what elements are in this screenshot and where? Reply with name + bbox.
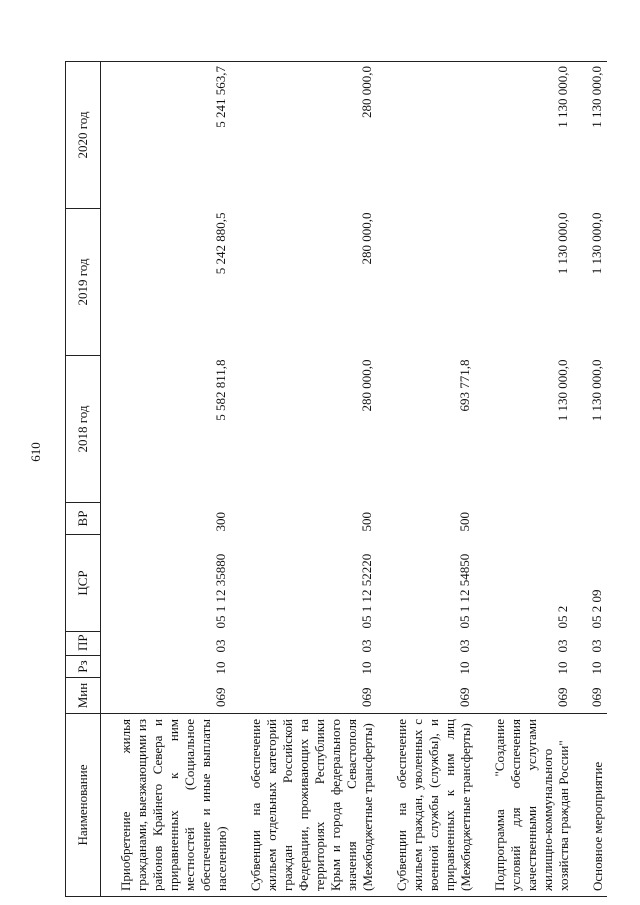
table-spacer (377, 62, 391, 897)
row-csr: 05 1 12 52220 (359, 553, 374, 629)
row-name: Приобретение жилья гражданами, выезжающими из районов Крайнего Севера и приравненных к ним местностей (Социальное обеспечение и иные выплаты населению) (115, 714, 231, 897)
row-vr: 300 (213, 512, 228, 532)
row-2020 (391, 62, 475, 209)
row-name: Субвенции на обеспечение жильем отдельных категорий граждан Российской Федерации, проживающих на территориях Республики Крым и города федерального значения Севастополя (Межбюджетные трансферты) (245, 714, 377, 897)
row-csr: 05 2 (555, 605, 570, 629)
header-2019: 2019 год (66, 209, 101, 356)
table-row (489, 62, 573, 897)
row-name: Субвенции на обеспечение жильем граждан, уволенных с военной службы (службы), и приравненных к ним лиц (Межбюджетные трансферты) (391, 714, 475, 897)
table-row (391, 62, 475, 897)
row-2018: 280 000,0 (359, 359, 374, 412)
row-min: 069 (359, 687, 374, 707)
table-spacer (101, 62, 116, 897)
row-2018: 5 582 811,8 (213, 359, 228, 421)
row-pr: 03 (457, 639, 472, 653)
header-rz: Рз (66, 656, 101, 678)
row-2018: 1 130 000,0 (589, 359, 604, 422)
header-min: Мин (66, 678, 101, 714)
row-vr (587, 503, 607, 535)
row-2020: 5 241 563,7 (115, 62, 231, 209)
row-2019: 5 242 880,5 (213, 212, 228, 275)
row-rz: 10 (457, 661, 472, 675)
header-csr: ЦСР (66, 535, 101, 632)
row-min: 069 (589, 687, 604, 707)
row-2020: 1 130 000,0 (489, 62, 573, 209)
row-2019 (391, 209, 475, 356)
table-spacer (573, 62, 587, 897)
row-csr: 05 2 09 (589, 589, 604, 629)
table-header-row (66, 62, 101, 897)
row-2019: 280 000,0 (359, 212, 374, 265)
row-vr (489, 503, 573, 535)
row-pr: 03 (555, 639, 570, 653)
row-rz: 10 (213, 661, 228, 675)
row-csr: 05 1 12 35880 (213, 553, 228, 629)
header-vr: ВР (66, 503, 101, 535)
row-2018: 1 130 000,0 (555, 359, 570, 422)
row-pr: 03 (359, 639, 374, 653)
header-name: Наименование (66, 714, 101, 897)
header-2020: 2020 год (66, 62, 101, 209)
table-row (245, 62, 377, 897)
table-spacer (475, 62, 489, 897)
row-min: 069 (457, 687, 472, 707)
table-row (587, 62, 607, 897)
row-pr: 03 (589, 639, 604, 653)
row-pr: 03 (213, 639, 228, 653)
row-min: 069 (555, 687, 570, 707)
row-name: Основное мероприятие (587, 714, 607, 897)
row-vr: 500 (457, 512, 472, 532)
table-row (115, 62, 231, 897)
budget-table (65, 61, 607, 897)
header-2018: 2018 год (66, 356, 101, 503)
row-csr: 05 1 12 54850 (457, 553, 472, 629)
row-vr: 500 (359, 512, 374, 532)
row-2019: 1 130 000,0 (589, 212, 604, 275)
header-pr: ПР (66, 632, 101, 656)
row-rz: 10 (555, 661, 570, 675)
table-spacer (231, 62, 245, 897)
row-2019: 1 130 000,0 (555, 212, 570, 275)
page-number: 610 (28, 442, 43, 462)
row-name: Подпрограмма "Создание условий для обеспечения качественными услугами жилищно-коммунального хозяйства граждан России" (489, 714, 573, 897)
row-rz: 10 (589, 661, 604, 675)
row-rz: 10 (359, 661, 374, 675)
row-2020: 280 000,0 (245, 62, 377, 209)
row-2018: 693 771,8 (457, 359, 472, 412)
row-2020: 1 130 000,0 (587, 62, 607, 209)
row-min: 069 (213, 687, 228, 707)
